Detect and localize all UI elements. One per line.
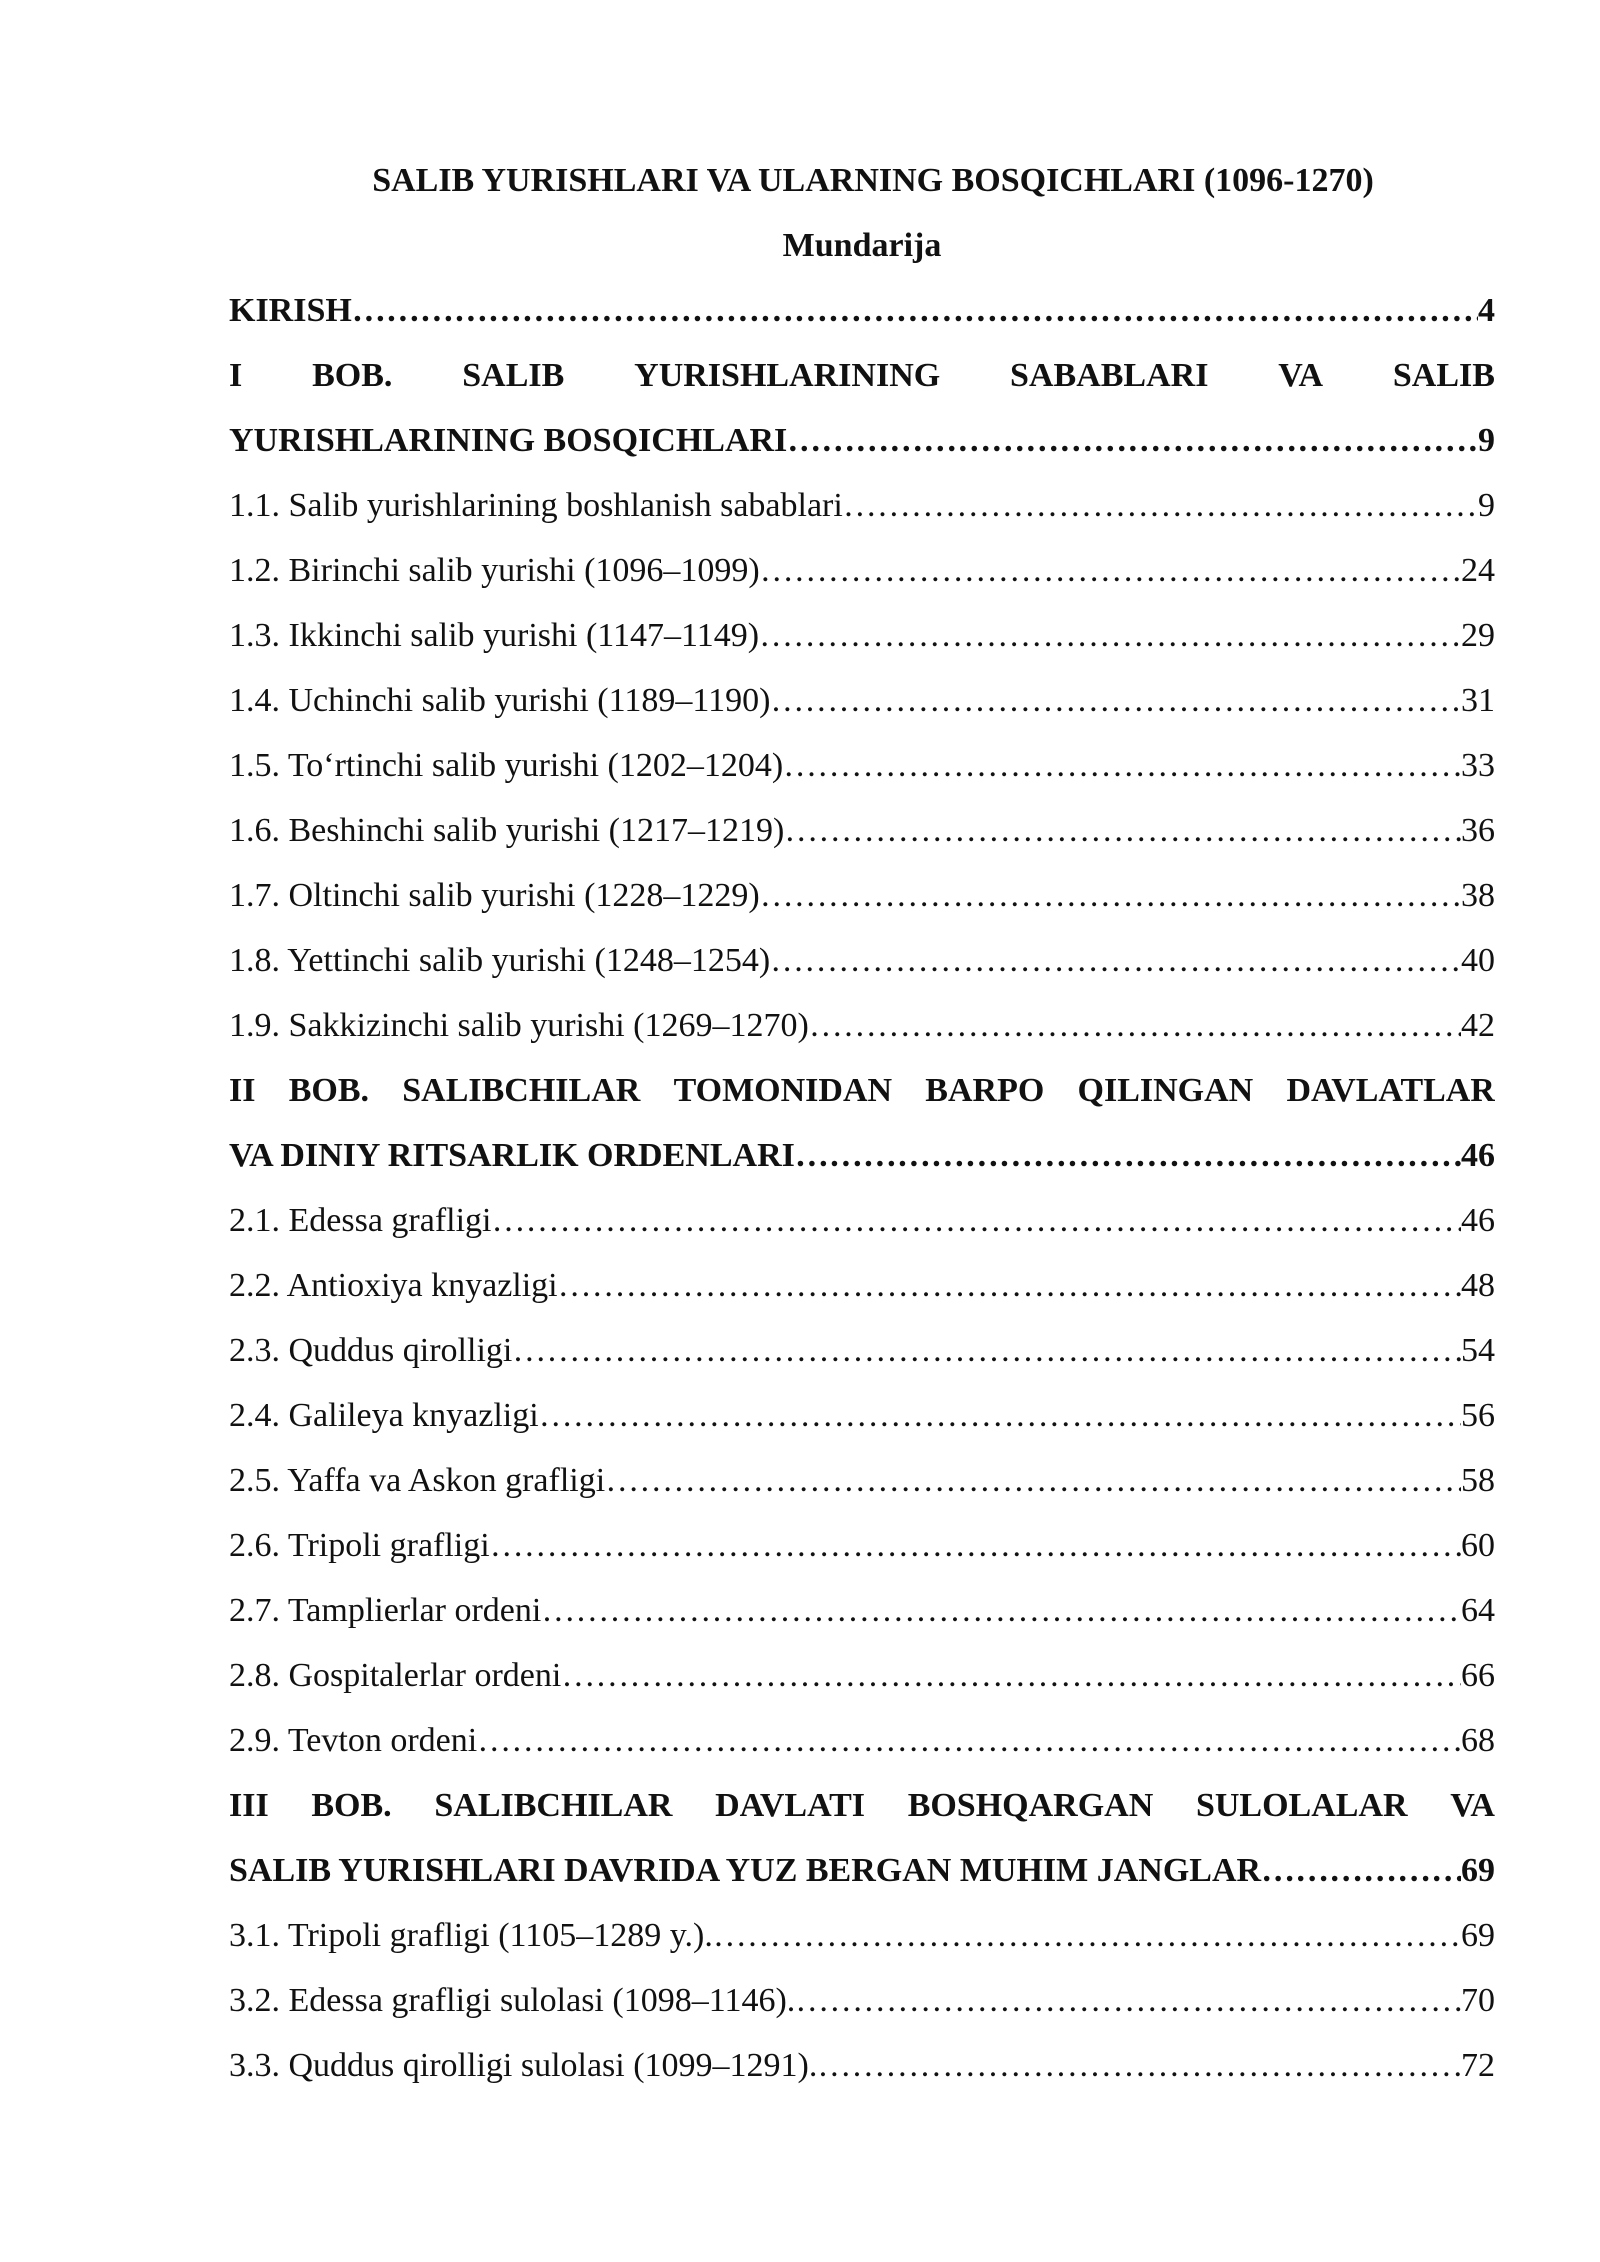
toc-chapter-entry [229,1058,1495,1188]
toc-section-entry [229,1643,1495,1708]
toc-page-number: 46 [1461,1137,1495,1174]
toc-page-number: 56 [1461,1397,1495,1434]
toc-entry-title: YURISHLARINING BOSQICHLARI [229,422,788,459]
toc-page-number: 70 [1461,1982,1495,2019]
toc-entry-line [229,733,1495,798]
toc-page-number: 64 [1461,1592,1495,1629]
toc-entry-title: 1.1. Salib yurishlarining boshlanish sabablari [229,487,843,524]
toc-entry-line [229,1123,1495,1188]
toc-entry-line [229,2033,1495,2098]
toc-entry-line [229,1708,1495,1773]
toc-chapter-entry [229,278,1495,343]
toc-entry-word: BARPO [925,1072,1045,1109]
toc-page-number: 24 [1461,552,1495,589]
dot-leader [490,1513,1461,1578]
dot-leader [713,1903,1461,1968]
dot-leader [783,733,1461,798]
toc-entry-title: 3.2. Edessa grafligi sulolasi (1098–1146). [229,1982,796,2019]
toc-entry-word: SABABLARI [1010,357,1209,394]
toc-entry-line [229,928,1495,993]
toc-entry-word: II [229,1072,256,1109]
toc-page-number: 4 [1478,292,1495,329]
toc-page-number: 68 [1461,1722,1495,1759]
toc-page-number: 36 [1461,812,1495,849]
document-page [229,148,1495,2098]
toc-page-number: 72 [1461,2047,1495,2084]
dot-leader [817,2033,1461,2098]
toc-chapter-entry [229,1773,1495,1903]
dot-leader [795,1968,1461,2033]
dot-leader [843,473,1478,538]
toc-page-number: 38 [1461,877,1495,914]
toc-page-number: 69 [1461,1852,1495,1889]
toc-section-entry [229,1448,1495,1513]
dot-leader [759,603,1461,668]
dot-leader [770,928,1461,993]
toc-entry-title: 2.9. Tevton ordeni [229,1722,478,1759]
dot-leader [541,1578,1461,1643]
toc-section-entry [229,928,1495,993]
toc-entry-word: VA [1450,1787,1495,1824]
dot-leader [561,1643,1461,1708]
toc-entry-line [229,1253,1495,1318]
toc-page-number: 66 [1461,1657,1495,1694]
toc-entry-line [229,408,1495,473]
toc-entry-word: TOMONIDAN [673,1072,893,1109]
toc-entry-word: DAVLATI [715,1787,866,1824]
toc-page-number: 33 [1461,747,1495,784]
toc-entry-title: 2.6. Tripoli grafligi [229,1527,490,1564]
table-of-contents [229,278,1495,2098]
toc-entry-title: 2.4. Galileya knyazligi [229,1397,539,1434]
dot-leader [492,1188,1462,1253]
toc-entry-title: 3.1. Tripoli grafligi (1105–1289 y.). [229,1917,713,1954]
toc-entry-title: 2.5. Yaffa va Askon grafligi [229,1462,606,1499]
toc-entry-title: 1.2. Birinchi salib yurishi (1096–1099) [229,552,760,589]
toc-entry-word: SALIBCHILAR [434,1787,673,1824]
toc-section-entry [229,1968,1495,2033]
toc-entry-line [229,278,1495,343]
toc-entry-line [229,1578,1495,1643]
toc-page-number: 60 [1461,1527,1495,1564]
toc-entry-title: 1.7. Oltinchi salib yurishi (1228–1229) [229,877,760,914]
dot-leader [1261,1838,1461,1903]
dot-leader [558,1253,1461,1318]
toc-section-entry [229,1903,1495,1968]
toc-entry-title: SALIB YURISHLARI DAVRIDA YUZ BERGAN MUHIM JANGLAR [229,1852,1262,1889]
toc-entry-title: VA DINIY RITSARLIK ORDENLARI [229,1137,795,1174]
toc-entry-title: 1.3. Ikkinchi salib yurishi (1147–1149) [229,617,760,654]
toc-entry-title: 2.7. Tamplierlar ordeni [229,1592,542,1629]
toc-entry-word: YURISHLARINING [634,357,941,394]
toc-chapter-entry [229,343,1495,473]
toc-page-number: 58 [1461,1462,1495,1499]
dot-leader [770,668,1461,733]
toc-entry-title: 1.9. Sakkizinchi salib yurishi (1269–1270) [229,1007,809,1044]
toc-page-number: 69 [1461,1917,1495,1954]
toc-section-entry [229,1253,1495,1318]
toc-section-entry [229,1578,1495,1643]
toc-page-number: 48 [1461,1267,1495,1304]
toc-entry-word: BOB. [288,1072,370,1109]
toc-entry-line [229,1188,1495,1253]
toc-entry-line [229,798,1495,863]
toc-entry-line [229,473,1495,538]
toc-section-entry [229,993,1495,1058]
toc-section-entry [229,1188,1495,1253]
toc-section-entry [229,1383,1495,1448]
toc-section-entry [229,668,1495,733]
toc-entry-title: KIRISH [229,292,352,329]
toc-entry-word: SALIBCHILAR [402,1072,641,1109]
toc-entry-first-line [229,1058,1495,1123]
dot-leader [809,993,1461,1058]
toc-entry-title: 1.5. To‘rtinchi salib yurishi (1202–1204) [229,747,784,784]
toc-section-entry [229,863,1495,928]
toc-section-entry [229,538,1495,603]
toc-page-number: 31 [1461,682,1495,719]
toc-section-entry [229,1708,1495,1773]
toc-entry-word: SALIB [1392,357,1495,394]
dot-leader [352,278,1478,343]
toc-entry-title: 1.8. Yettinchi salib yurishi (1248–1254) [229,942,771,979]
dot-leader [605,1448,1461,1513]
toc-entry-line [229,603,1495,668]
toc-entry-word: VA [1278,357,1324,394]
toc-section-entry [229,473,1495,538]
document-title: SALIB YURISHLARI VA ULARNING BOSQICHLARI (1096-1270) [372,162,1374,199]
dot-leader [512,1318,1461,1383]
dot-leader [787,408,1478,473]
dot-leader [784,798,1461,863]
toc-section-entry [229,1513,1495,1578]
toc-entry-first-line [229,343,1495,408]
toc-entry-word: SALIB [462,357,565,394]
toc-page-number: 29 [1461,617,1495,654]
dot-leader [477,1708,1461,1773]
toc-entry-title: 2.1. Edessa grafligi [229,1202,492,1239]
toc-entry-line [229,538,1495,603]
toc-page-number: 9 [1478,422,1495,459]
toc-entry-word: BOSHQARGAN [907,1787,1154,1824]
toc-entry-line [229,1318,1495,1383]
toc-entry-word: III [229,1787,269,1824]
toc-entry-line [229,1838,1495,1903]
toc-entry-line [229,1448,1495,1513]
toc-section-entry [229,1318,1495,1383]
toc-entry-word: I [229,357,243,394]
document-subtitle: Mundarija [782,227,942,264]
toc-entry-title: 2.2. Antioxiya knyazligi [229,1267,558,1304]
toc-entry-line [229,1513,1495,1578]
toc-entry-first-line [229,1773,1495,1838]
toc-entry-title: 3.3. Quddus qirolligi sulolasi (1099–1291). [229,2047,818,2084]
toc-entry-word: BOB. [311,1787,392,1824]
dot-leader [760,538,1461,603]
toc-entry-line [229,1968,1495,2033]
toc-page-number: 54 [1461,1332,1495,1369]
toc-entry-line [229,993,1495,1058]
toc-entry-line [229,1383,1495,1448]
toc-entry-word: QILINGAN [1077,1072,1254,1109]
toc-page-number: 46 [1461,1202,1495,1239]
toc-page-number: 9 [1478,487,1495,524]
toc-entry-title: 2.3. Quddus qirolligi [229,1332,513,1369]
dot-leader [539,1383,1461,1448]
toc-entry-title: 1.4. Uchinchi salib yurishi (1189–1190) [229,682,771,719]
toc-page-number: 40 [1461,942,1495,979]
dot-leader [795,1123,1461,1188]
toc-entry-line [229,1643,1495,1708]
toc-entry-line [229,1903,1495,1968]
toc-entry-word: DAVLATLAR [1286,1072,1495,1109]
toc-section-entry [229,798,1495,863]
toc-section-entry [229,603,1495,668]
dot-leader [760,863,1461,928]
toc-section-entry [229,2033,1495,2098]
toc-entry-line [229,668,1495,733]
toc-section-entry [229,733,1495,798]
toc-entry-title: 2.8. Gospitalerlar ordeni [229,1657,562,1694]
toc-entry-line [229,863,1495,928]
toc-entry-word: BOB. [312,357,393,394]
toc-entry-title: 1.6. Beshinchi salib yurishi (1217–1219) [229,812,785,849]
toc-entry-word: SULOLALAR [1195,1787,1408,1824]
toc-page-number: 42 [1461,1007,1495,1044]
